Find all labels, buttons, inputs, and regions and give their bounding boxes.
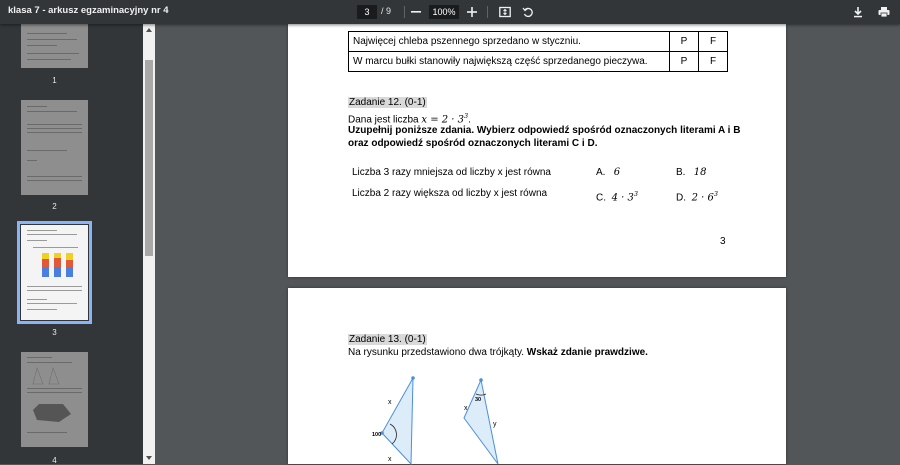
task-13-heading: Zadanie 13. (0-1) bbox=[349, 334, 426, 345]
thumbnail-label: 4 bbox=[52, 456, 57, 465]
answer-false-cell[interactable]: F bbox=[699, 32, 728, 52]
rotate-button[interactable] bbox=[519, 3, 537, 21]
page-thumbnail-3[interactable] bbox=[21, 225, 88, 320]
thumbnail-label: 2 bbox=[52, 202, 57, 211]
true-false-table bbox=[348, 31, 728, 72]
given-expression: x = 2 · 3 bbox=[421, 114, 465, 126]
triangle-1-angle: 100 bbox=[372, 432, 382, 438]
thumbnail-label: 1 bbox=[52, 76, 57, 85]
statement-cell: Najwięcej chleba pszennego sprzedano w styczniu. bbox=[349, 32, 670, 52]
page-number-input[interactable]: 3 bbox=[357, 5, 377, 19]
toolbar-divider bbox=[487, 6, 488, 18]
scrollbar-thumb[interactable] bbox=[145, 60, 153, 256]
plus-icon bbox=[467, 7, 477, 17]
zoom-level-input[interactable]: 100% bbox=[429, 5, 459, 19]
zoom-out-button[interactable] bbox=[407, 3, 425, 21]
table-row bbox=[349, 32, 728, 52]
answer-true-cell[interactable]: P bbox=[670, 32, 699, 52]
pdf-page-4 bbox=[288, 288, 786, 464]
task-12-given: Dana jest liczba $x = 2 \cdot 3^3$. bbox=[348, 112, 471, 126]
task-12-heading: Zadanie 12. (0-1) bbox=[349, 97, 426, 108]
sentence-1: Liczba 3 razy mniejsza od liczby x jest równa bbox=[352, 167, 551, 178]
answer-true-cell[interactable]: P bbox=[670, 52, 699, 72]
sentence-2: Liczba 2 razy większa od liczby x jest równa bbox=[352, 188, 548, 199]
pdf-page-3 bbox=[288, 24, 786, 277]
page-thumbnail-4[interactable] bbox=[21, 352, 88, 447]
download-icon bbox=[852, 6, 864, 18]
triangle-2-angle: 30 bbox=[475, 397, 482, 403]
triangle-1-side-top: x bbox=[388, 399, 392, 406]
option-b[interactable]: B. 18 bbox=[676, 167, 707, 178]
print-icon bbox=[878, 6, 890, 18]
bar-chart-thumbnail bbox=[39, 253, 77, 279]
fit-page-icon bbox=[499, 6, 511, 18]
triangles-figure bbox=[372, 368, 518, 464]
print-button[interactable] bbox=[875, 3, 893, 21]
page-number: 3 bbox=[720, 236, 726, 247]
sidebar-scrollbar[interactable] bbox=[143, 24, 155, 464]
toolbar-divider bbox=[404, 6, 405, 18]
triangle-2-side-left: x bbox=[464, 405, 468, 412]
option-d[interactable]: D. $2 \cdot 6^3$ bbox=[676, 190, 718, 204]
scroll-down-arrow-icon[interactable] bbox=[146, 456, 152, 460]
rotate-counterclockwise-icon bbox=[522, 6, 534, 18]
scroll-up-arrow-icon[interactable] bbox=[146, 28, 152, 32]
option-a[interactable]: A. 6 bbox=[596, 167, 621, 178]
answer-false-cell[interactable]: F bbox=[699, 52, 728, 72]
document-title: klasa 7 - arkusz egzaminacyjny nr 4 bbox=[8, 5, 169, 16]
task-12-instruction: oraz odpowiedź spośród oznaczonych literami C i D. bbox=[348, 138, 598, 149]
task-13-text: Na rysunku przedstawiono dwa trójkąty. Wskaż zdanie prawdziwe. bbox=[348, 347, 648, 358]
option-c[interactable]: C. $4 \cdot 3^3$ bbox=[596, 190, 638, 204]
thumbnail-sidebar bbox=[0, 24, 155, 464]
thumbnail-label: 3 bbox=[52, 328, 57, 337]
table-row bbox=[349, 52, 728, 72]
statement-cell: W marcu bułki stanowiły największą część sprzedanego pieczywa. bbox=[349, 52, 670, 72]
zoom-in-button[interactable] bbox=[463, 3, 481, 21]
pdf-toolbar bbox=[0, 0, 900, 24]
page-total: / 9 bbox=[381, 6, 392, 16]
fit-to-page-button[interactable] bbox=[496, 3, 514, 21]
triangle-1-side-bottom: x bbox=[388, 456, 392, 463]
download-button[interactable] bbox=[849, 3, 867, 21]
page-thumbnail-2[interactable] bbox=[21, 100, 88, 195]
triangle-2-side-right: y bbox=[493, 421, 497, 428]
minus-icon bbox=[411, 7, 421, 17]
task-12-instruction: Uzupełnij poniższe zdania. Wybierz odpowiedź spośród oznaczonych literami A i B bbox=[348, 125, 741, 136]
